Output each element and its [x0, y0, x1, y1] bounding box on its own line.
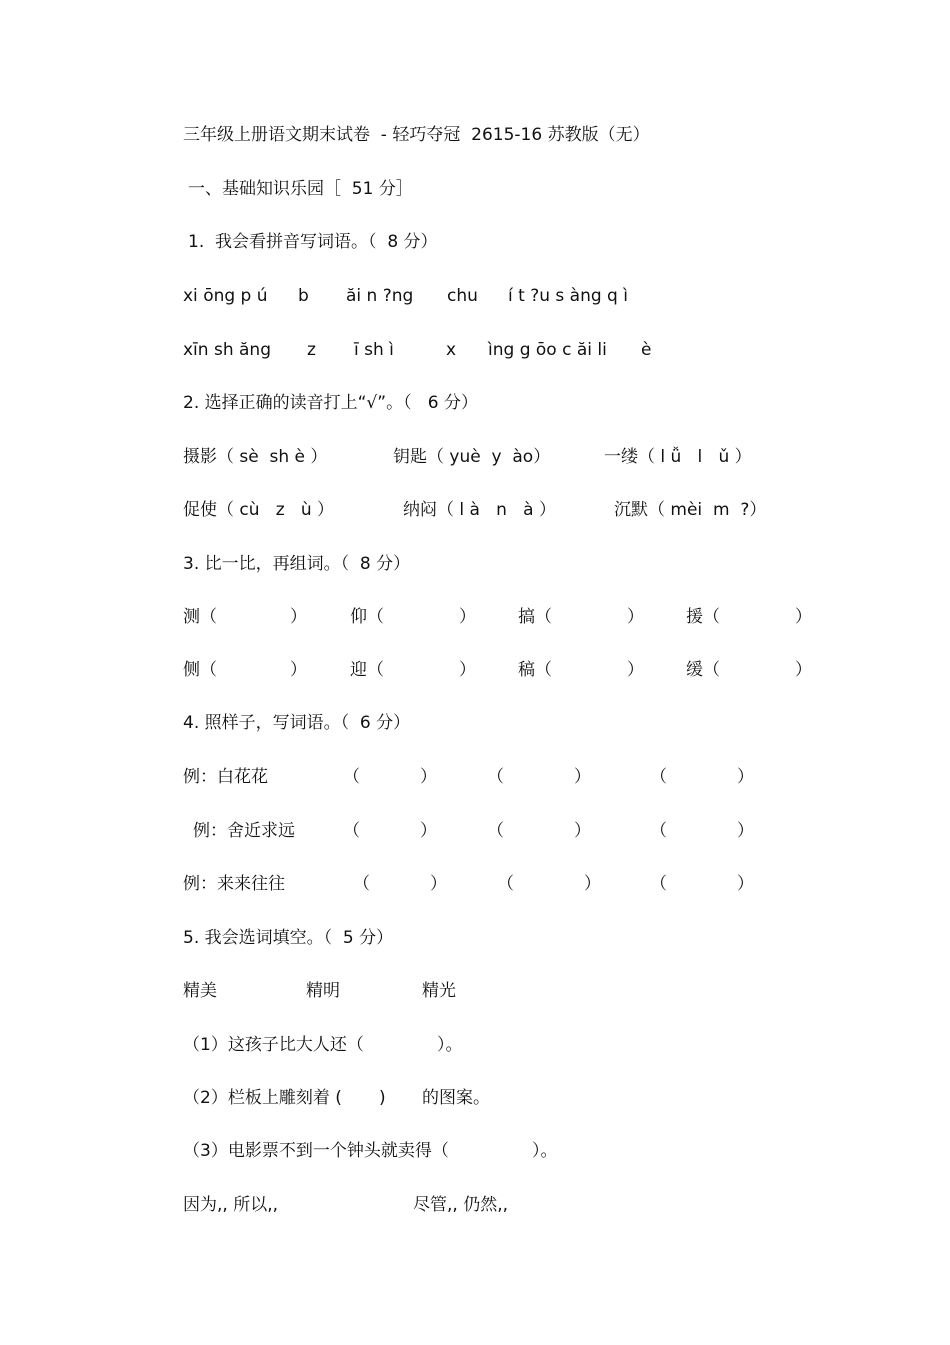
question-3-heading: 3. 比一比，再组词。（ 8 分） [183, 554, 411, 574]
close-paren: ） [584, 874, 601, 894]
pinyin-item: x [446, 340, 457, 360]
close-paren: ） [627, 660, 644, 680]
compare-char: 搞（ [518, 607, 552, 627]
example-word: 例：白花花 [183, 767, 268, 787]
close-paren: ） [430, 874, 447, 894]
pronunciation-choice: 一缕（ l ǚ l ǔ ） [604, 447, 752, 467]
open-paren: （ [343, 821, 360, 841]
pinyin-item: b [298, 286, 309, 306]
compare-char: 援（ [686, 607, 720, 627]
compare-char: 侧（ [183, 660, 217, 680]
section-heading-basics: 一、基础知识乐园［ 51 分］ [188, 179, 413, 199]
fill-sentence: （1）这孩子比大人还（ [183, 1035, 364, 1055]
open-paren: （ [487, 821, 504, 841]
fill-sentence-end: 的图案。 [422, 1088, 490, 1108]
close-paren: ） [737, 767, 754, 787]
close-paren: ） [795, 607, 812, 627]
compare-char: 稿（ [518, 660, 552, 680]
question-4-heading: 4. 照样子，写词语。（ 6 分） [183, 713, 411, 733]
compare-char: 迎（ [350, 660, 384, 680]
close-paren: ） [795, 660, 812, 680]
fill-sentence-end: ）。 [437, 1035, 463, 1055]
fill-sentence: （3）电影票不到一个钟头就卖得（ [183, 1141, 449, 1161]
example-word: 例：来来往往 [183, 874, 285, 894]
pinyin-item: ìng g ōo c ăi li [488, 340, 607, 360]
question-1-heading: 1. 我会看拼音写词语。（ 8 分） [188, 232, 438, 252]
open-paren: （ [497, 874, 514, 894]
pinyin-item: z [307, 340, 316, 360]
close-paren: ） [737, 874, 754, 894]
pronunciation-choice: 钥匙（ yuè y ào） [393, 447, 551, 467]
close-paren: ） [420, 821, 437, 841]
compare-char: 缓（ [686, 660, 720, 680]
close-paren: ） [574, 821, 591, 841]
pronunciation-choice: 纳闷（ l à n à ） [403, 500, 556, 520]
open-paren: （ [650, 821, 667, 841]
close-paren: ） [420, 767, 437, 787]
pinyin-item: xīn sh ăng [183, 340, 271, 360]
close-paren: ） [290, 660, 307, 680]
pinyin-item: è [641, 340, 652, 360]
pinyin-item: chu [447, 286, 478, 306]
open-paren: （ [487, 767, 504, 787]
pinyin-item: í t ?u s àng q ì [508, 286, 628, 306]
close-paren: ） [627, 607, 644, 627]
fill-sentence: （2）栏板上雕刻着 ( [183, 1088, 342, 1108]
question-2-heading: 2. 选择正确的读音打上“√”。（ 6 分） [183, 393, 479, 413]
close-paren: ） [290, 607, 307, 627]
pinyin-item: ăi n ?ng [346, 286, 414, 306]
conjunction-pair: 尽管,, 仍然,, [413, 1195, 509, 1215]
open-paren: （ [650, 767, 667, 787]
close-paren: ） [459, 660, 476, 680]
close-paren: ） [737, 821, 754, 841]
close-paren: ) [379, 1088, 386, 1108]
pronunciation-choice: 促使（ cù z ù ） [183, 500, 335, 520]
open-paren: （ [650, 874, 667, 894]
word-choice: 精明 [306, 981, 340, 1001]
word-choice: 精光 [422, 981, 456, 1001]
example-word: 例：舍近求远 [193, 821, 295, 841]
pinyin-item: xi ōng p ú [183, 286, 268, 306]
fill-sentence-end: ）。 [532, 1141, 558, 1161]
conjunction-pair: 因为,, 所以,, [183, 1195, 279, 1215]
pronunciation-choice: 沉默（ mèi m ?） [614, 500, 767, 520]
pinyin-item: ī sh ì [354, 340, 394, 360]
compare-char: 测（ [183, 607, 217, 627]
word-choice: 精美 [183, 981, 217, 1001]
open-paren: （ [343, 767, 360, 787]
document-title: 三年级上册语文期末试卷 - 轻巧夺冠 2615-16 苏教版（无） [183, 125, 650, 145]
question-5-heading: 5. 我会选词填空。（ 5 分） [183, 928, 394, 948]
compare-char: 仰（ [350, 607, 384, 627]
close-paren: ） [459, 607, 476, 627]
close-paren: ） [574, 767, 591, 787]
pronunciation-choice: 摄影（ sè sh è ） [183, 447, 328, 467]
open-paren: （ [353, 874, 370, 894]
